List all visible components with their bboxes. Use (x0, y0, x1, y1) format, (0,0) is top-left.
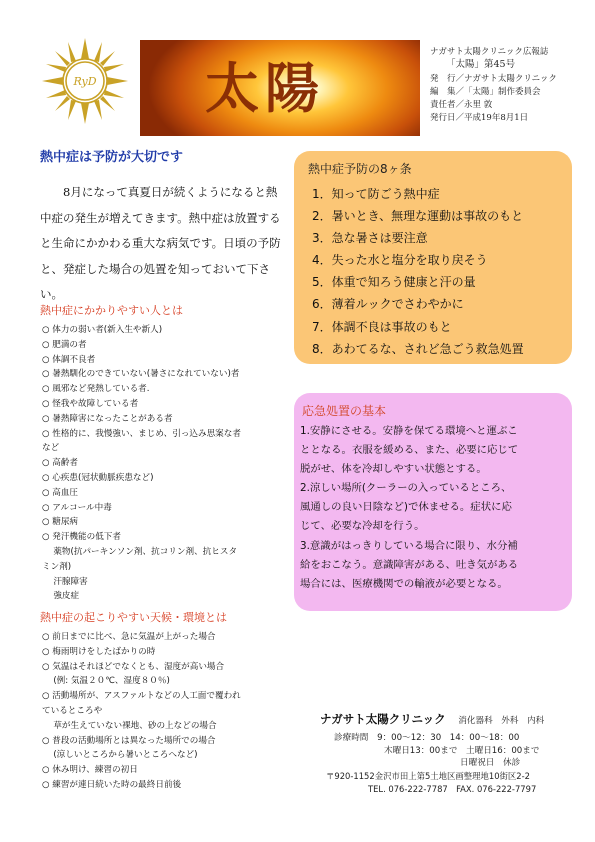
clinic-departments: 消化器科 外科 内科 (458, 716, 545, 726)
list-item: ○ 暑熱障害になったことがある者 (42, 413, 173, 424)
first-aid-line: 給をおこなう。意識障害がある、吐き気がある (300, 558, 519, 571)
section-title-risk-environment: 熱中症の起こりやすい天候・環境とは (40, 611, 227, 624)
list-item: ○ 体調不良者 (42, 354, 96, 365)
clinic-holiday: 日曜祝日 休診 (460, 758, 521, 768)
list-item: ミン剤) (42, 561, 72, 572)
first-aid-line: 風通しの良い日陰など)で休ませる。症状に応 (300, 501, 512, 514)
clinic-hours-note: 木曜日13：00まで 土曜日16：00まで (384, 746, 540, 756)
list-item: ○ 前日までに比べ、急に気温が上がった場合 (42, 632, 216, 642)
list-item: ○ 発汗機能の低下者 (42, 532, 121, 543)
first-aid-box-title: 応急処置の基本 (302, 404, 387, 418)
list-item: ○ 気温はそれほどでなくとも、湿度が高い場合 (42, 661, 225, 672)
list-item: 草が生えていない裸地、砂の上などの場合 (42, 720, 217, 731)
list-item: 8．あわてるな、されど急ごう救急処置 (312, 341, 524, 356)
list-item: 5．体重で知ろう健康と汗の量 (312, 275, 476, 290)
list-item: ○ 練習が連日続いた時の最終日前後 (42, 779, 182, 790)
list-item: ○ 肥満の者 (42, 339, 87, 350)
list-item: ○ 心疾患(冠状動脈疾患など) (42, 472, 154, 483)
list-item: 3．急な暑さは要注意 (312, 231, 428, 246)
banner-title: 太陽 (205, 56, 325, 120)
clinic-info (320, 713, 544, 727)
list-item: 1．知って防ごう熱中症 (312, 187, 440, 201)
first-aid-line: 場合には、医療機関での輸液が必要となる。 (300, 577, 508, 590)
list-item: 汗腺障害 (42, 576, 88, 587)
masthead-publication: ナガサト太陽クリニック広報誌 (430, 47, 549, 57)
list-item: (例: 気温２０℃、湿度８０％) (42, 676, 170, 687)
list-item: ○ 休み明け、練習の初日 (42, 765, 138, 776)
first-aid-line: 1.安静にさせる。安静を保てる環境へと運ぶこ (300, 425, 518, 437)
clinic-hours-row (334, 731, 519, 743)
list-item: ○ 普段の活動場所とは異なった場所での場合 (42, 735, 216, 746)
section-title-risk-people: 熱中症にかかりやすい人とは (40, 304, 183, 317)
list-item: 7．体調不良は事故のもと (312, 319, 452, 334)
list-item: ○ 梅雨明けをしたばかりの時 (42, 646, 156, 657)
clinic-address: 〒920-1152金沢市田上第5土地区画整理地10街区2-2 (326, 771, 530, 781)
first-aid-line: 脱がせ、体を冷却しやすい状態とする。 (300, 463, 487, 476)
article-title: 熱中症は予防が大切です (40, 150, 184, 165)
sun-logo-icon (38, 34, 132, 128)
first-aid-body (300, 422, 570, 594)
first-aid-line: ととなる。衣服を緩める、また、必要に応じて (300, 444, 519, 457)
list-item: ○ 風邪など発熱している者. (42, 384, 150, 395)
article-intro: 8月になって真夏日が続くようになると熱中症の発生が増えてきます。熱中症は放置すると生命にかかわる重大な病気です。日頃の予防と、発症した場合の処置を知っておいて下さい。 (40, 185, 281, 301)
list-item: ○ 性格的に、我慢強い、まじめ、引っ込み思案な者 (42, 428, 241, 439)
prevention-box-title: 熱中症予防の8ヶ条 (308, 162, 412, 176)
list-item: 4．失った水と塩分を取り戻そう (312, 253, 488, 268)
risk-people-list (42, 323, 241, 604)
list-item: 2．暑いとき、無理な運動は事故のもと (312, 209, 524, 224)
clinic-hours: 9：00〜12：30 14：00〜18：00 (377, 733, 520, 743)
masthead-publisher: 発 行／ナガサト太陽クリニック (430, 74, 557, 84)
first-aid-line: 3.意識がはっきりしている場合に限り、水分補 (300, 539, 518, 552)
first-aid-line: じて、必要な冷却を行う。 (300, 520, 425, 533)
list-item: など (42, 443, 60, 454)
list-item: 6．薄着ルックでさわやかに (312, 297, 464, 312)
masthead-editor: 編 集／「太陽」制作委員会 (430, 87, 541, 97)
risk-environment-list (42, 630, 241, 793)
list-item: ○ 体力の弱い者(新入生や新人) (42, 325, 163, 335)
list-item: ○ 活動場所が、アスファルトなどの人工面で覆われ (42, 691, 241, 702)
list-item: ○ 高血圧 (42, 487, 79, 498)
logo-text: RyD (73, 75, 97, 88)
clinic-hours-label: 診療時間 (334, 733, 369, 743)
list-item: ○ 暑熱馴化のできていない(暑さになれていない)者 (42, 369, 240, 380)
masthead-responsible: 責任者／永里 敦 (430, 100, 493, 110)
list-item: 薬物(抗パーキンソン剤、抗コリン剤、抗ヒスタ (42, 546, 238, 557)
masthead-date: 発行日／平成19年8月1日 (430, 113, 529, 123)
list-item: ているところや (42, 705, 103, 716)
list-item: ○ 怪我や故障している者 (42, 398, 139, 409)
list-item: ○ 糖尿病 (42, 517, 79, 528)
prevention-list (312, 183, 524, 360)
first-aid-line: 2.涼しい場所(クーラーの入っているところ、 (300, 482, 512, 495)
list-item: 強皮症 (42, 591, 80, 602)
list-item: (涼しいところから暑いところへなど) (42, 750, 198, 761)
clinic-contact: TEL. 076-222-7787 FAX. 076-222-7797 (368, 784, 537, 794)
list-item: ○ アルコール中毒 (42, 502, 112, 513)
list-item: ○ 高齢者 (42, 458, 79, 469)
clinic-name: ナガサト太陽クリニック (320, 712, 446, 726)
masthead-issue: 「太陽」第45号 (446, 59, 516, 70)
